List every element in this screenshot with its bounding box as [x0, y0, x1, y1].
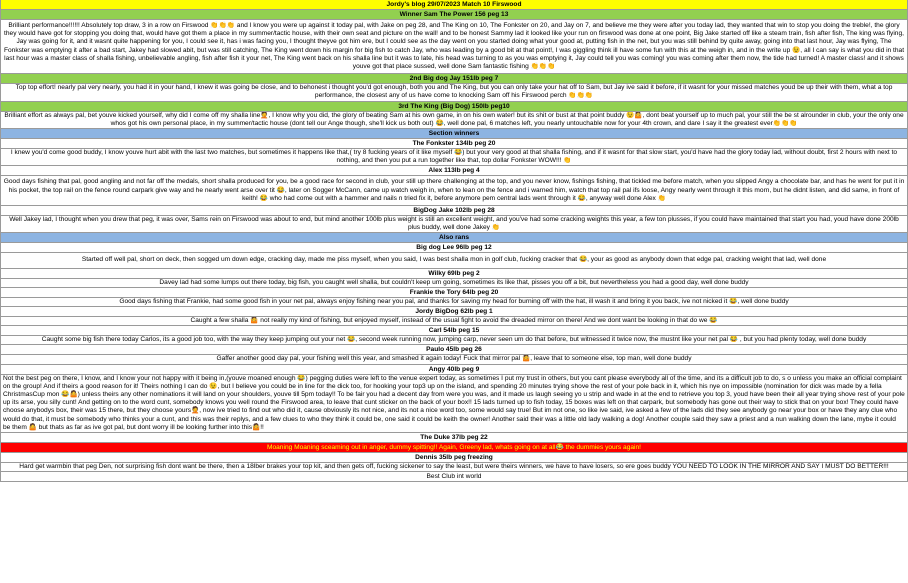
also-entry-header: Big dog Lee 96lb peg 12	[1, 243, 907, 253]
section-entry-header: BigDog Jake 102lb peg 28	[1, 206, 907, 216]
section-entry-header: Alex 113lb peg 4	[1, 166, 907, 176]
also-entry-header: Frankie the Tory 64lb peg 20	[1, 288, 907, 298]
dennis-text: Hard get warmbin that peg Den, not surprising fish dont want be there, then a 18lber brakes your top kit, and then gets off, fucking sickener to say the least, but were theirs winners, we have to have losers, so ere goes buddy YOU NEED TO LOOK IN THE MIRROR AND SAY I MUST DO BETTER!!!	[1, 463, 907, 472]
also-entry-text: Started off well pal, short on deck, then sogged um down edge, cracking day, made me piss myself, when you said, I was best shalla mon in golf club, fucking cracker that 😂, your as good as anybody down that edge pal, cracking weight that lad, well done	[1, 253, 907, 268]
also-rans-header: Also rans	[1, 233, 907, 243]
winner-text: Brilliant performance!!!!!! Absolutely top draw, 3 in a row on Firswood 👏👏👏 and I know you were up against it today pal, with Jake on peg 28, and The King on 10, The Fonkster on 20, and Jay on 7, and believe me they were after you today lad, they wanted that win to stop you doing the treble!, the glory they would have got for stopping you doing that, would have got them a place in my summer/tactic house, with their own seat and picture on the wall! and to be honest Sammy lad it looked like your run on firswood was done at one point, Big Jake started off like a steam train, fish after fish, The king was flying, Jay was going for it, and it wasnt quite happening for you, I could see it, has i was facing you, I thought theyve got him ere, but I could see as the day went on you started doing what your good at, putting fish in the net, but you was still behind by quite away, going into that last hour, Jay was flying, The Fonkster was emptying it after a bad start, Jakey had slowed abit, but was still catching, The King went down his margin for big fish to catch Jay, who was leading by a good bit at that point!, I was giggling think ill have some fun with this at the weigh in, and in the write up 😉, all I can say is what you did in that last hour was a master class of shalla fishing, unbelievable angling, fish after fish it your net, The King went back on his shalla line but it was to late, his head was turning to as you was emptying it, Jay could tell you was coming! you was coming after them now, the tide had turned! A master class! and it shows youve got that place sussed, well done Sam fantastic fishing 👏👏👏	[1, 20, 907, 74]
section-entry-header: The Fonkster 134lb peg 20	[1, 139, 907, 149]
also-entry-header: Wilky 69lb peg 2	[1, 269, 907, 279]
also-entry-text: Caught a few shalla 🤷 not really my kind of fishing, but enjoyed myself, instead of the usual fight to avoid the dreaded mirror on there! And we dont want be looking in that do we 😂	[1, 317, 907, 326]
also-entry-header: Angy 40lb peg 9	[1, 365, 907, 375]
also-entry-text: Caught some big fish there today Carlos, its a good job too, with the way they keep jumping out your net 😂, second week running now, jumping carp, never seen um do that before, but witnessed it twice now, the mustnt like your net pal 😂 , but you had plenty today, well done buddy	[1, 336, 907, 345]
also-entry-text: Not the best peg on there, I know, and I know your not happy with it being in,(youve moaned enough 😂) pegging duties were left to the venue expert today, as sometimes I put my trust in others, but you cant please everybody all of the time, and its a difficult job to do, s o unless you make an official complaint on the group! And if theirs a good reason for it! Theirs nothing I can do 😉, but I believe you could be in line for the dick too, for hooking your top3 up on the island, and spending 20 minutes trying shove the rest of your pole back in it, which his nye on impossible (nomination for dick was made by a fella ChristmasCup mon 😂🤷) unless theirs any other nominations it will land on your shoulders, youve till 5pm today!! To be fair you had a decent day from were you was, and it made us laugh seeing yo u strip and wade in at the end to retrieve you top 3, youd have been their all year trying shove rest of your pole up its arse, you silly cunt! And getting on to the word cunt, somebody knows you well round the Firswood area, to leave that cunt sticker on the back of your box!! 15 lads turned up to fish today, 15 boxes was left on that carpark, but somebody has gone out their way to stick that on your box! They could have choose anybodys box, their was 15 there, but they choose yours🤦, now ive tried to find out who did it, cause obviously its not nice, and its not a nice word too, some would say true! But im not one, so like ive said, ive asked a few of the lads did they see anybody go near your box or have they any clue who would do that, it must be somebody who thinks your a cunt, and this was their replys, and a few clues to who they think it could be, one said it could be keith the owner! Another said their was a little old lady walking a dog! Another couple said they saw a priest and a nun walking down the lane, mybe it could be them 🤷 but thats as far as ive got pal, but dont worry ill be looking further into this🤷!!	[1, 375, 907, 433]
duke-header: The Duke 37lb peg 22	[1, 433, 907, 443]
also-entry-text: Gaffer another good day pal, your fishing well this year, and smashed it again today! Fuck that mirror pal 🤷, leave that to someone else, top man, well done buddy	[1, 355, 907, 364]
also-entry-text: Good days fishing that Frankie, had some good fish in your net pal, always enjoy fishing near you pal, and thanks for saving my head for burning off with the hat, ill wash it and bring it you back, ive not nicked it 😂, well done buddy	[1, 298, 907, 307]
footer-text: Best Club int world	[1, 472, 907, 482]
second-text: Top top effort! nearly pal very nearly, you had it in your hand, I knew it was going be close, and to behonest i thought you'd got enough, both you and The King, but you can only take your hat off to Sam, but Jay ive said it before, if it wasnt for your missed matches youd be up their with them, what a top performance, the closest any of us have come to knocking Sam off his Firswood perch 👏👏👏	[1, 84, 907, 101]
second-header: 2nd Big dog Jay 151lb peg 7	[1, 74, 907, 84]
third-header: 3rd The King (Big Dog) 150lb peg10	[1, 102, 907, 112]
also-entry-header: Carl 54lb peg 15	[1, 326, 907, 336]
section-entry-text: Well Jakey lad, I thought when you drew that peg, it was over, Sams rein on Firswood was about to end, but mind another 100lb plus weight is still an excellent weight, and you've had some cracking weights this year, a few ton plusses, if you could have maintained that start you had, youd have done 200lb plus buddy, well done Jakey 👏	[1, 216, 907, 233]
also-entry-text: Davey lad had some lumps out there today, big fish, you caught well shalla, but couldn't keep um going, sometimes its like that, pisses you off a bit, but nevertheless you had a good day, well done buddy	[1, 279, 907, 288]
section-entry-text: I knew you'd come good buddy, I know youve hurt abit with the last two matches, but sometimes it happens like that,( try 8 fucking years of it like myself 😂) but your very good at that shalla fishing, and if it wasnt for that slow start, you'd have had the glory today lad, without doubt, first 2 hours with next to nothing, and then you put a run together like that, top dollar Fonkster WOW!!! 👏	[1, 149, 907, 166]
third-text: Brilliant effort as always pal, bet youve kicked yourself, why did I come off my shalla line🤦, I know why you did, the glory of beating Sam at his own game, in on his own water! but its shit or bust at that point buddy 😉🤷, dont beat yourself up to much pal, your still the be st alrounder in club, your the only one whos got his own personal place, in my summer/tactic house (dont tell our Ange though, she'll kick us both out) 😂, well done pal, 6 matches left, you nearly untouchable now for your 4th crown, and dare I say it the greatest ever👏👏👏	[1, 112, 907, 129]
also-entry-header: Paulo 45lb peg 26	[1, 345, 907, 355]
duke-text: Moaning Moaning sceaming out in anger, dummy spitting!! Again, Greeny lad, whats going on at all😂 the dummies yours again!	[1, 443, 907, 453]
also-entry-header: Jordy BigDog 62lb peg 1	[1, 307, 907, 317]
section-winners-header: Section winners	[1, 129, 907, 139]
dennis-header: Dennis 35lb peg freezing	[1, 453, 907, 463]
section-entry-text: Good days fishing that pal, good angling and not far off the medals, short shalla produced for you, be a good race for second in club, your still up there challenging at the top, and you never know, fishings fishing, that tickled me before match, when you slipped Angy a chocolate bar, and has he went for put it in his pocket, the top rail on the fence round carpark give way and he nearly went arse over tit 😂, later on Sogger McCann, came up watch weigh in, when to lean on the fence and i warned him, watch that top rail pal ifs loose, Angy nearly went through it this morn, but he didnt listen, and did same, in front of keith! 😂 who had come out with a hammer and nails n tried fix it, before anymore pem central lads went through it 😂, anyway well done Alex 👏	[1, 176, 907, 206]
winner-header: Winner Sam The Power 156 peg 13	[1, 10, 907, 20]
blog-title: Jordy's blog 29/07/2023 Match 10 Firswood	[1, 0, 907, 10]
